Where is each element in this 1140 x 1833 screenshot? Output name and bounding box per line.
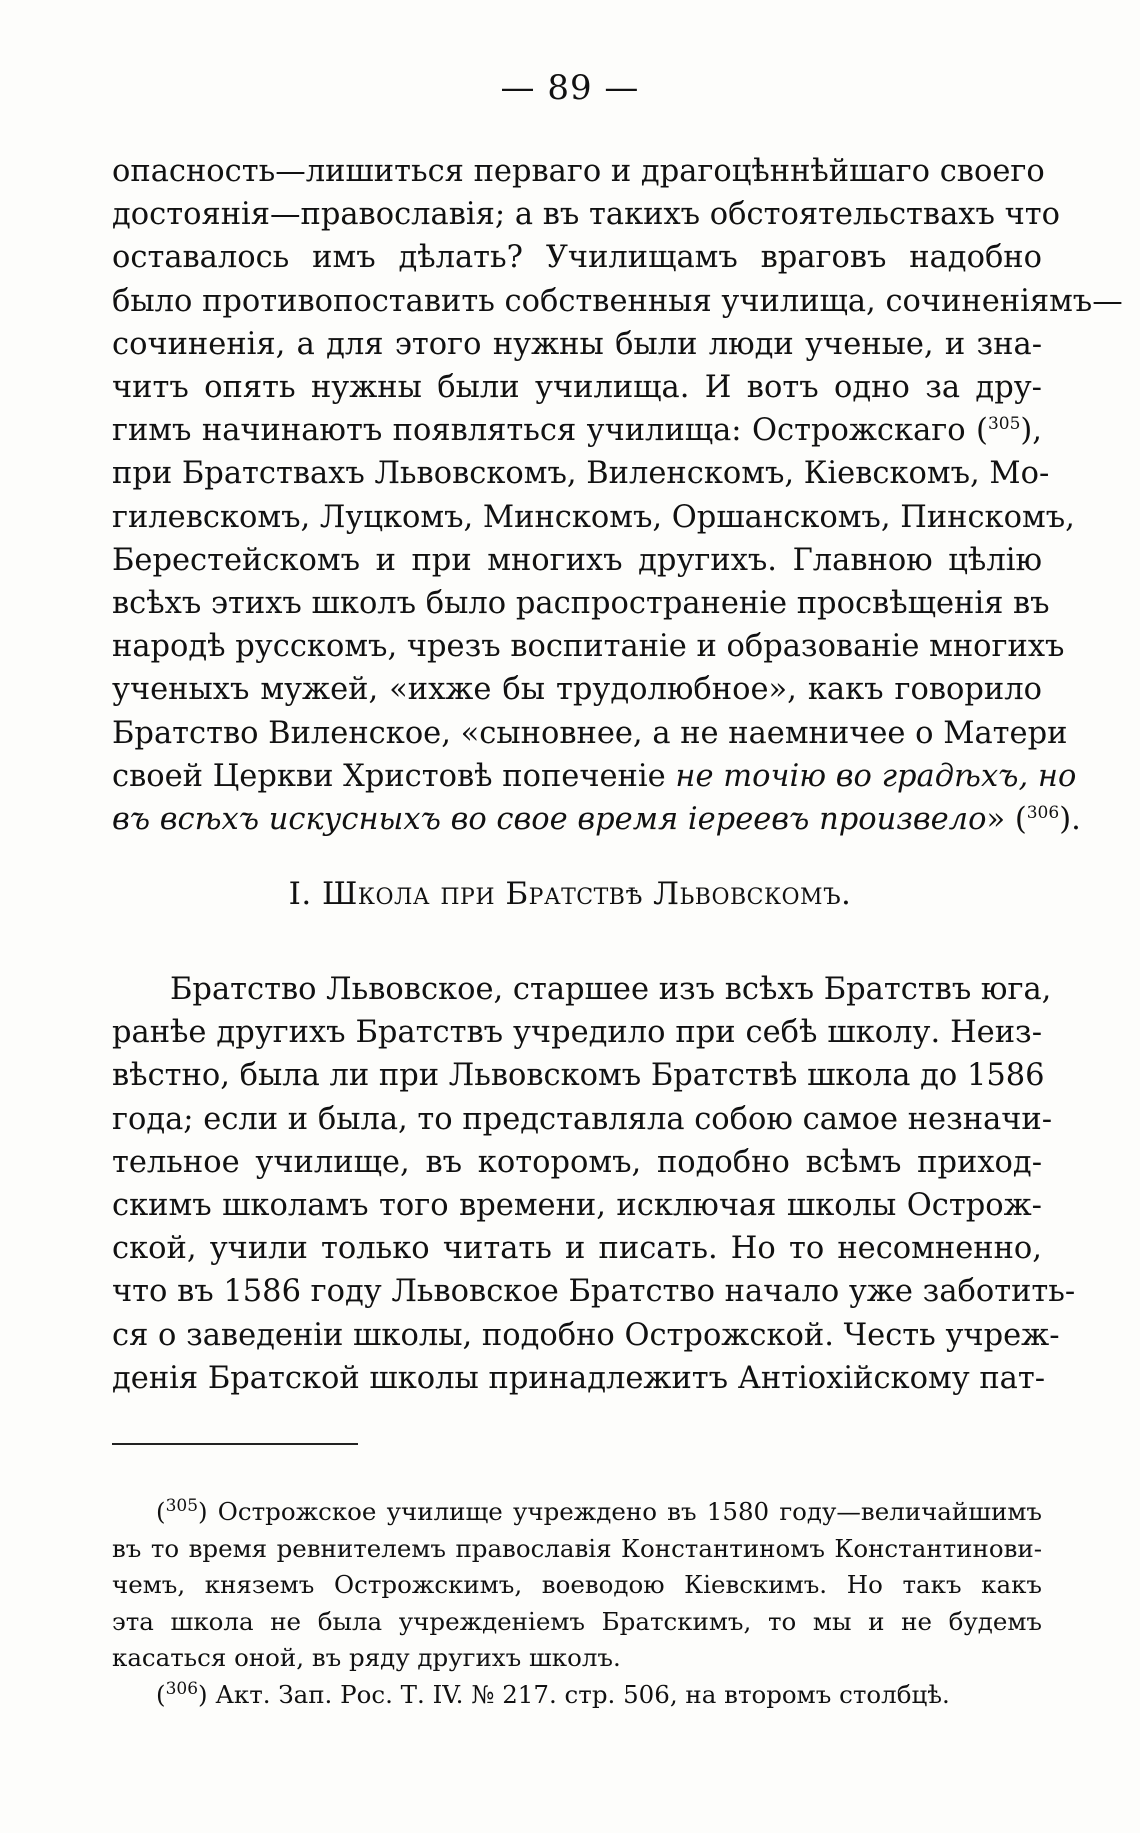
italic-quote: не точію во градѣхъ, но: [675, 758, 1077, 794]
text-line: Братство Львовское, старшее изъ всѣхъ Братствъ юга,: [170, 972, 1052, 1007]
text-line: гилевскомъ, Луцкомъ, Минскомъ, Оршанскомъ, Пинскомъ,: [112, 499, 1075, 535]
text-line: Берестейскомъ и при многихъ другихъ. Главною цѣлію: [112, 542, 1042, 578]
text-line: что въ 1586 году Львовское Братство начало уже заботить-: [112, 1274, 1076, 1310]
paragraph-continued: [112, 150, 1123, 841]
footnote-mark-305: 305: [165, 1495, 199, 1516]
italic-quote: въ всѣхъ искусныхъ во свое время іереевъ произвело: [112, 802, 987, 838]
text-line: достоянія—православія; а въ такихъ обстоятельствахъ что: [112, 197, 1060, 233]
footnotes: [112, 1494, 1042, 1714]
footnote-ref-305: 305: [987, 414, 1021, 435]
footnote-305-line: [112, 1494, 1042, 1531]
text-line: опасность—лишиться перваго и драгоцѣннѣйшаго своего: [112, 154, 1045, 189]
footnote-line: въ то время ревнителемъ православія Константиномъ Константинови-: [112, 1533, 1042, 1563]
text-segment: (: [156, 1679, 166, 1709]
footnote-306-line: [112, 1677, 1042, 1714]
text-segment: » (: [986, 802, 1027, 838]
text-segment: гимъ начинаютъ появляться училища: Острожскаго (: [112, 413, 988, 449]
text-line: года; если и была, то представляла собою самое незначи-: [112, 1101, 1053, 1137]
footnote-divider: [112, 1443, 358, 1445]
text-line: тельное училище, въ которомъ, подобно всѣмъ приход-: [112, 1144, 1042, 1180]
text-line: сочиненія, а для этого нужны были люди ученые, и зна-: [112, 326, 1042, 362]
text-line-with-note-ref: [112, 798, 1081, 841]
text-segment: ),: [1020, 413, 1042, 449]
text-line: ученыхъ мужей, «ихже бы трудолюбное», какъ говорило: [112, 672, 1042, 708]
section-heading: I. Школа при Братствѣ Львовскомъ.: [288, 876, 852, 912]
footnote-mark-306: 306: [165, 1678, 199, 1699]
text-line: при Братствахъ Львовскомъ, Виленскомъ, Кіевскомъ, Мо-: [112, 456, 1050, 492]
text-line-with-quote: [112, 755, 1077, 798]
text-segment: ) Острожское училище учреждено въ 1580 году—величайшимъ: [198, 1497, 1042, 1526]
text-segment: ) Акт. Зап. Рос. Т. IV. № 217. стр. 506, на второмъ столбцѣ.: [198, 1679, 950, 1709]
text-line: вѣстно, была ли при Львовскомъ Братствѣ школа до 1586: [112, 1058, 1045, 1094]
text-line: всѣхъ этихъ школъ было распространеніе просвѣщенія въ: [112, 586, 1050, 622]
text-line: ранѣе другихъ Братствъ учредило при себѣ школу. Неиз-: [112, 1015, 1042, 1051]
text-segment: своей Церкви Христовѣ попеченіе: [112, 758, 676, 794]
footnote-line: эта школа не была учрежденіемъ Братскимъ, то мы и не будемъ: [112, 1606, 1042, 1636]
text-line: было противопоставить собственныя училища, сочиненіямъ—: [112, 283, 1123, 319]
footnote-ref-306: 306: [1026, 802, 1060, 823]
text-line: оставалось имъ дѣлать? Училищамъ враговъ надобно: [112, 240, 1042, 276]
footnote-line: чемъ, княземъ Острожскимъ, воеводою Кіевскимъ. Но такъ какъ: [112, 1570, 1042, 1600]
text-segment: (: [156, 1497, 166, 1526]
text-segment: ).: [1059, 802, 1081, 838]
text-line: Братство Виленское, «сыновнее, а не наемничее о Матери: [112, 715, 1068, 751]
text-line: ской, учили только читать и писать. Но то несомненно,: [112, 1231, 1042, 1267]
paragraph: [112, 968, 1076, 1400]
text-line: денія Братской школы принадлежитъ Антіохійскому пат-: [112, 1360, 1046, 1396]
footnote-line: касаться оной, въ ряду другихъ школъ.: [112, 1643, 621, 1673]
text-line: скимъ школамъ того времени, исключая школы Острож-: [112, 1188, 1042, 1224]
text-line: читъ опять нужны были училища. И вотъ одно за дру-: [112, 370, 1042, 406]
text-line: народѣ русскомъ, чрезъ воспитаніе и образованіе многихъ: [112, 629, 1065, 665]
text-line: ся о заведеніи школы, подобно Острожской. Честь учреж-: [112, 1317, 1060, 1353]
page-number: — 89 —: [500, 68, 640, 108]
text-line-with-note-ref: [112, 409, 1042, 452]
